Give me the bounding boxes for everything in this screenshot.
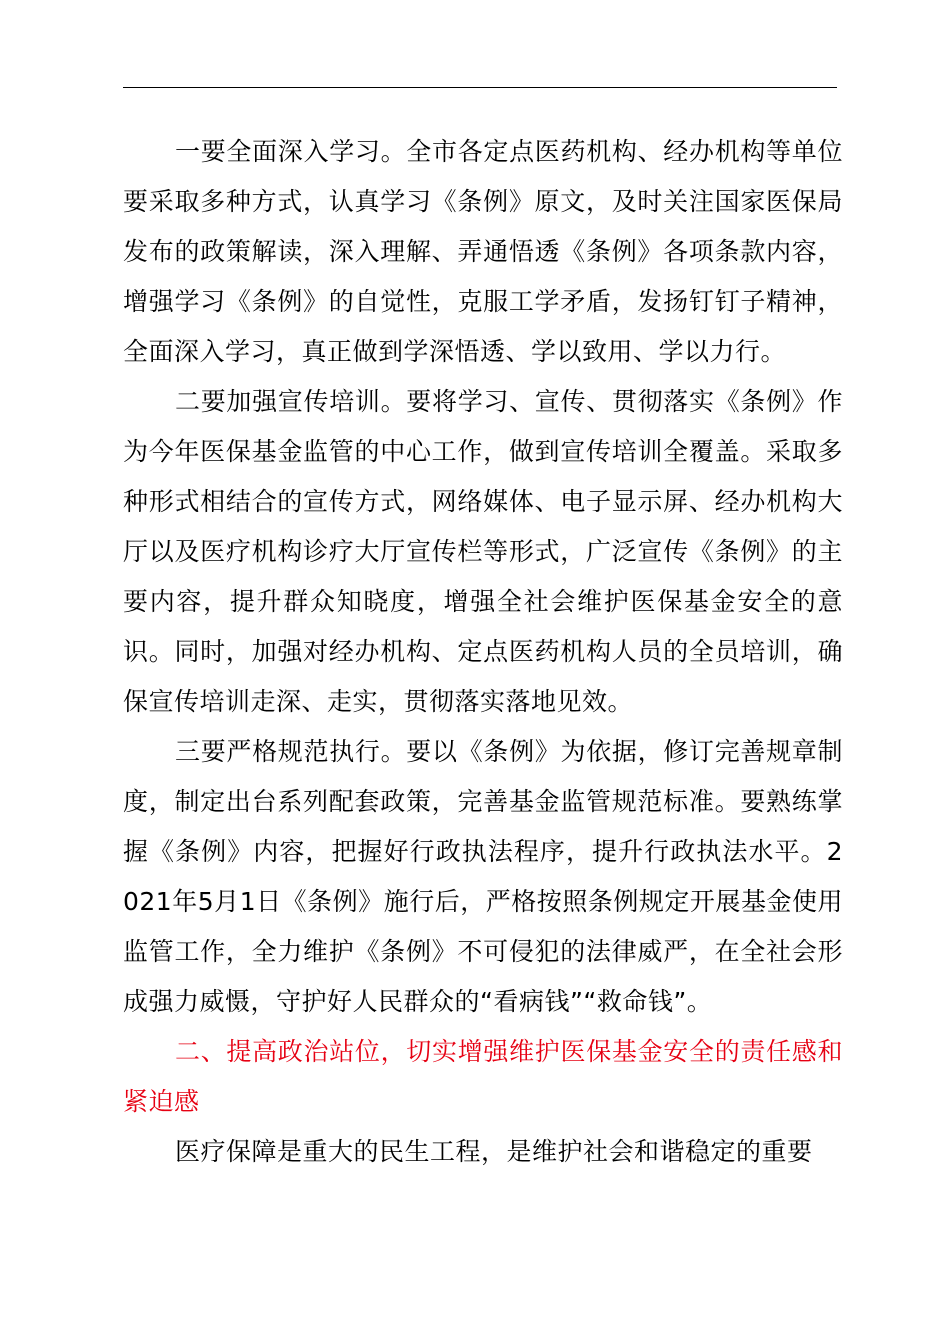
- paragraph-publicity-training: 二要加强宣传培训。要将学习、宣传、贯彻落实《条例》作为今年医保基金监管的中心工作，做到宣传培训全覆盖。采取多种形式相结合的宣传方式，网络媒体、电子显示屏、经办机构大厅以及医疗机构诊疗大厅宣传栏等形式，广泛宣传《条例》的主要内容，提升群众知晓度，增强全社会维护医保基金安全的意识。同时，加强对经办机构、定点医药机构人员的全员培训，确保宣传培训走深、走实，贯彻落实落地见效。: [123, 387, 843, 716]
- header-rule: [123, 87, 837, 88]
- paragraph-study: 一要全面深入学习。全市各定点医药机构、经办机构等单位要采取多种方式，认真学习《条例》原文，及时关注国家医保局发布的政策解读，深入理解、弄通悟透《条例》各项条款内容，增强学习《条例》的自觉性，克服工学矛盾，发扬钉钉子精神，全面深入学习，真正做到学深悟透、学以致用、学以力行。: [123, 137, 843, 366]
- document-body: [123, 127, 843, 1177]
- paragraph-closing: 医疗保障是重大的民生工程，是维护社会和谐稳定的重要: [175, 1137, 813, 1166]
- section-heading: 二、提高政治站位，切实增强维护医保基金安全的责任感和紧迫感: [123, 1037, 843, 1116]
- paragraph-strict-execution: 三要严格规范执行。要以《条例》为依据，修订完善规章制度，制定出台系列配套政策，完善基金监管规范标准。要熟练掌握《条例》内容，把握好行政执法程序，提升行政执法水平。2021年5月1日《条例》施行后，严格按照条例规定开展基金使用监管工作，全力维护《条例》不可侵犯的法律威严，在全社会形成强力威慑，守护好人民群众的“看病钱”“救命钱”。: [123, 737, 843, 1016]
